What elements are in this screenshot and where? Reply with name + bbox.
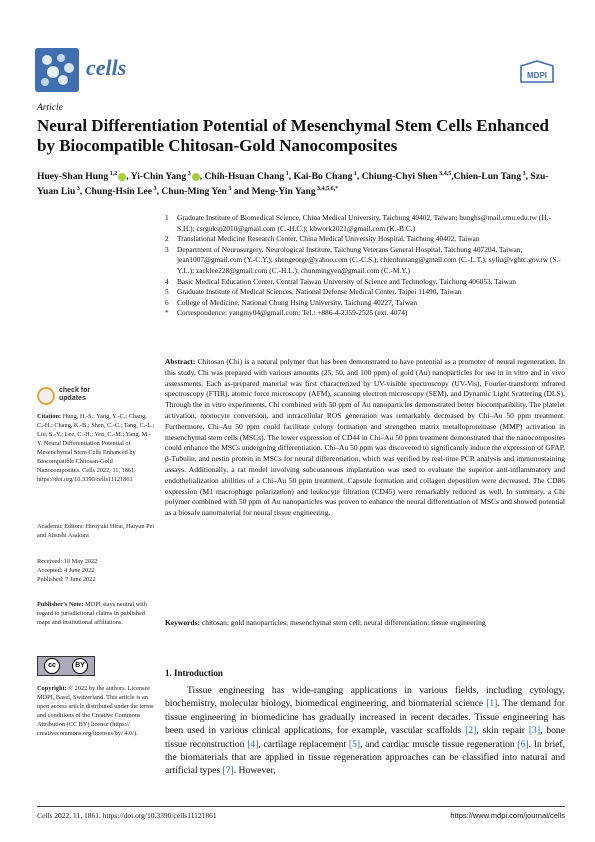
publisher-note-text: MDPI stays neutral with regard to jurisdictional claims in published maps and institutional affiliations. xyxy=(37,601,147,626)
author-affil-sup: 1 xyxy=(352,171,357,177)
check-updates-line2: updates xyxy=(59,395,86,402)
affiliation-item xyxy=(165,245,565,277)
copyright-label: Copyright: xyxy=(37,685,67,692)
affiliation-number: * xyxy=(165,308,169,318)
author-name: Chien-Lun Tang xyxy=(453,171,522,183)
affiliation-item xyxy=(165,234,565,245)
date-published: Published: 7 June 2022 xyxy=(37,576,96,583)
orcid-icon[interactable] xyxy=(118,173,126,181)
author-name: Huey-Shan Hung xyxy=(37,171,109,183)
affiliation-number: 3 xyxy=(165,244,169,254)
affiliation-text: Graduate Institute of Biomedical Science, China Medical University, Taichung 40402, Taiwan; hunghs@mail.cmu.edu.tw (H.-S.H.); csrguksp2010@gmail.com (C.-H.C.); kbwork2021@gmail.com (K.-B.C.) xyxy=(177,213,551,233)
citation-link[interactable]: [5] xyxy=(348,738,361,750)
cells-logo-icon xyxy=(35,48,79,92)
editors-text: Hiroyuki Hirai, Haiyun Pei and Atsushi Asakura xyxy=(37,523,155,539)
author-affil-sup: 1,2 xyxy=(108,171,118,177)
journal-name: cells xyxy=(86,55,127,80)
keywords xyxy=(165,618,565,629)
publisher-note-label: Publisher’s Note: xyxy=(37,601,84,608)
author-list: Huey-Shan Hung $^{1,2}$ , Yi-Chin Yang $^3$ , Chih-Hsuan Chang $^1$, Kai-Bo Chang $^1$, Chiung-Chyi Shen $^{3,4,5}$,Chien-Lun Tang $^3$, Szu-Yuan Liu $^3$, Chung-Hsin Lee $^3$, Chun-Ming Yen $^3$ and Meng-Yin Yang $^{3,4,5,6,*}$ xyxy=(37,171,549,198)
mdpi-logo-icon xyxy=(517,60,557,84)
affiliation-number: 4 xyxy=(165,276,169,286)
author-affil-sup: 3 xyxy=(75,186,80,193)
intro-text: , bone tissue reconstruction xyxy=(165,725,565,750)
citation-link[interactable]: [7] xyxy=(222,765,234,777)
abstract-label: Abstract: xyxy=(165,357,196,366)
affiliation-number: 6 xyxy=(165,297,169,307)
section-heading: 1. Introduction xyxy=(165,668,223,678)
citation-link[interactable]: [1] xyxy=(486,698,498,710)
check-updates-icon xyxy=(37,387,55,405)
affiliation-item xyxy=(165,277,565,288)
dates-block xyxy=(37,557,155,584)
editors-label: Academic Editors: xyxy=(37,523,85,530)
affiliation-number: 2 xyxy=(165,234,169,244)
affiliation-text: Graduate Institute of Medical Sciences, National Defense Medical Center, Taipei 11490, Taiwan xyxy=(177,287,462,297)
copyright-text: © 2022 by the authors. Licensee MDPI, Basel, Switzerland. This article is an open access article distributed under the terms and conditions of the Creative Commons Attribution (CC BY) license (https:// creativecommons.org/licenses/by/ 4.0/). xyxy=(37,685,154,737)
affiliation-number: 1 xyxy=(165,213,169,222)
keywords-label: Keywords: xyxy=(165,618,200,627)
intro-text: . However, xyxy=(233,765,276,777)
cc-by-license-badge[interactable] xyxy=(37,656,95,676)
footer-journal: Cells xyxy=(37,811,53,820)
citation-link[interactable]: [4] xyxy=(247,738,259,750)
author-name: Kai-Bo Chang xyxy=(293,171,353,183)
author-affil-sup: 3 xyxy=(186,171,191,177)
date-received: Received: 10 May 2022 xyxy=(37,558,98,565)
affiliation-item xyxy=(165,298,565,309)
author-affil-sup: 3,4,5 xyxy=(437,171,452,177)
affiliation-text: Correspondence: yangmy04@gmail.com; Tel.: +886-4-2359-2525 (ext. 4074) xyxy=(177,308,408,318)
citation-link[interactable]: [6] xyxy=(517,738,529,750)
author-name: Meng-Yin Yang xyxy=(251,186,316,198)
affiliation-text: Basic Medical Education Center, Central Taiwan University of Science and Technology, Taichung 406053, Taiwan xyxy=(177,276,516,286)
abstract xyxy=(165,357,565,519)
footer-url[interactable]: https://www.mdpi.com/journal/cells xyxy=(450,811,565,820)
author-affil-sup: 3,4,5,6,* xyxy=(315,186,339,193)
intro-text: , cartilage replacement xyxy=(258,738,349,750)
author-name: Chun-Ming Yen xyxy=(161,186,227,198)
author-affil-sup: 3 xyxy=(521,171,526,177)
author-affil-sup: 3 xyxy=(152,186,157,193)
intro-text: . In brief, the biomaterials that are applied in tissue regeneration approaches can be classified into natural and artificial types xyxy=(165,738,565,777)
author-name: Chiung-Chyi Shen xyxy=(361,171,438,183)
intro-paragraph xyxy=(165,684,565,778)
check-updates-line1: check for xyxy=(59,387,91,394)
affiliation-number: 5 xyxy=(165,287,169,297)
citation-block xyxy=(37,412,155,484)
author-name: Chung-Hsin Lee xyxy=(84,186,153,198)
footer-doi[interactable]: 2022, 11, 1861. https://doi.org/10.3390/cells11121861 xyxy=(52,811,217,820)
author-name: Chih-Hsuan Chang xyxy=(204,171,285,183)
author-affil-sup: 3 xyxy=(226,186,232,193)
author-name: Szu-Yuan Liu xyxy=(37,171,549,198)
orcid-icon[interactable] xyxy=(192,173,200,181)
paper-title: Neural Differentiation Potential of Mesenchymal Stem Cells Enhanced by Biocompatible Chitosan-Gold Nanocomposites xyxy=(37,116,549,155)
abstract-text: Chitosan (Chi) is a natural polymer that has been demonstrated to have potential as a promoter of neural regeneration. In this study, Chi was prepared with various amounts (25, 50, and 100 ppm) of gold (Au) nanoparticles for use in in vitro and in vivo assessments. Each as-prepared material was first characterized by UV-visible spectroscopy (UV-Vis), Fourier-transform infrared spectroscopy (FTIR), atomic force microscopy (AFM), scanning electron microscopy (SEM), and Dynamic Light Scattering (DLS). Through the in vitro experiments, Chi combined with 50 ppm of Au nanoparticles demonstrated better biocompatibility. The platelet activation, monocyte conversion, and intracellular ROS generation was remarkably decreased by Chi–Au 50 ppm treatment. Furthermore, Chi–Au 50 ppm could facilitate colony formation and strengthen matrix metalloproteinase (MMP) activation in mesenchymal stem cells (MSCs). The lower expression of CD44 in Chi–Au 50 ppm treatment demonstrated that the nanocomposites could enhance the MSCs undergoing differentiation. Chi–Au 50 ppm was discovered to significantly induce the expression of GFAP, β-Tubulin, and nestin protein in MSCs for neural differentiation, which was verified by real-time PCR analysis and immunostaining assays. Additionally, a rat model involving subcutaneous implantation was used to evaluate the superior anti-inflammatory and endothelialization abilities of a Chi–Au 50 ppm treatment. Capsule formation and collagen deposition were decreased. The CD86 expression (M1 macrophage polarization) and leukocyte filtration (CD45) were remarkably reduced as well. In summary, a Chi polymer combined with 50 ppm of Au nanoparticles was proven to enhance the neural differentiation of MSCs and showed potential as a biosafe nanomaterial for neural tissue engineering. xyxy=(165,357,566,518)
affiliation-item xyxy=(165,213,565,234)
journal-logo xyxy=(35,48,79,92)
author-name: Yi-Chin Yang xyxy=(130,171,187,183)
copyright-block xyxy=(37,684,155,738)
footer-citation xyxy=(37,811,217,820)
citation-link[interactable]: [2] xyxy=(465,725,477,737)
check-for-updates-button[interactable] xyxy=(37,385,107,409)
affiliation-item xyxy=(165,287,565,298)
keywords-text: chitosan; gold nanoparticles; mesenchymal stem cell; neural differentiation; tissue engineering xyxy=(201,618,486,627)
affiliation-text: Department of Neurosurgery, Neurological Institute, Taichung Veterans General Hospital, Taichung 407204, Taiwan; jean1007@gmail.com (Y.-C.Y.); shengeorge@yahoo.com (C.-C.S.); chienluntang@gmail.com (C.-L.T.); syliu@vghtc.gov.tw (S.-Y.L.); zacklee228@gmail.com (C.-H.L.); chunmingyen@gmail.com (C.-M.Y.) xyxy=(177,244,561,275)
intro-text: , and cardiac muscle tissue regeneration xyxy=(360,738,518,750)
citation-link[interactable]: [3] xyxy=(528,725,541,737)
article-type: Article xyxy=(37,103,63,113)
intro-text: , skin repair xyxy=(476,725,529,737)
affiliation-text: College of Medicine, National Chung Hsing University, Taichung 40227, Taiwan xyxy=(177,297,418,307)
affiliation-item xyxy=(165,308,565,319)
footer-divider xyxy=(37,806,565,807)
citation-text: Hung, H.-S.; Yang, Y.-C.; Chang, C.-H.; Chang, K.-B.; Shen, C.-C.; Tang, C.-L.; Liu, S.-Y.; Lee, C.-H.; Yen, C.-M.; Yang, M.-Y. Neural Differentiation Potential of Mesenchymal Stem Cells Enhanced by Biocompatible Chitosan-Gold Nanocomposites. Cells 2022, 11, 1861. https://doi.org/10.3390/cells11121861 xyxy=(37,413,155,483)
publisher-name: MDPI xyxy=(527,71,547,80)
publisher-note xyxy=(37,600,155,627)
by-icon: BY xyxy=(72,658,88,674)
editors-block xyxy=(37,522,155,540)
author-affil-sup: 1 xyxy=(284,171,289,177)
citation-label: Citation: xyxy=(37,413,62,420)
date-accepted: Accepted: 4 June 2022 xyxy=(37,567,95,574)
intro-text: . The demand for tissue engineering in biomedicine has gradually increased in recent decades. Tissue engineering has been used in various clinical applications, for example, vascular scaffolds xyxy=(165,698,565,737)
affiliation-text: Translational Medicine Research Center, China Medical University Hospital, Taichung 40402, Taiwan xyxy=(177,234,480,244)
intro-text: Tissue engineering has wide-ranging applications in various fields, including cytology, biochemistry, molecular biology, biomedical engineering, and biomaterial science xyxy=(165,685,565,710)
cc-icon: cc xyxy=(44,658,60,674)
affiliations xyxy=(165,213,565,319)
